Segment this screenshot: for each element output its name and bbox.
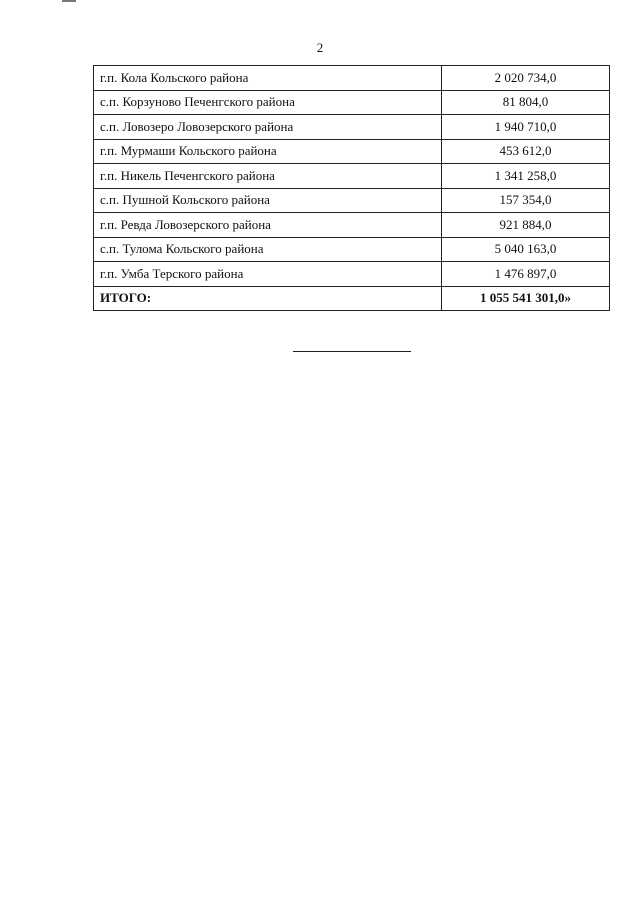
row-value: 1 476 897,0 <box>442 262 610 287</box>
table-row <box>94 115 610 140</box>
row-value: 1 940 710,0 <box>442 115 610 140</box>
table-row <box>94 213 610 238</box>
table-row <box>94 237 610 262</box>
end-of-document-rule <box>293 351 411 352</box>
table-row <box>94 188 610 213</box>
row-name: г.п. Умба Терского района <box>94 262 442 287</box>
row-value: 157 354,0 <box>442 188 610 213</box>
row-value: 453 612,0 <box>442 139 610 164</box>
budget-table <box>93 65 610 311</box>
table-row <box>94 139 610 164</box>
total-value: 1 055 541 301,0» <box>442 286 610 311</box>
row-name: с.п. Пушной Кольского района <box>94 188 442 213</box>
table-row <box>94 90 610 115</box>
row-name: с.п. Корзуново Печенгского района <box>94 90 442 115</box>
row-name: г.п. Никель Печенгского района <box>94 164 442 189</box>
table-row <box>94 66 610 91</box>
row-value: 2 020 734,0 <box>442 66 610 91</box>
total-row <box>94 286 610 311</box>
page-number: 2 <box>316 40 324 55</box>
row-name: г.п. Мурмаши Кольского района <box>94 139 442 164</box>
scan-mark <box>62 0 76 2</box>
table-row <box>94 262 610 287</box>
row-value: 1 341 258,0 <box>442 164 610 189</box>
row-value: 81 804,0 <box>442 90 610 115</box>
row-value: 5 040 163,0 <box>442 237 610 262</box>
row-name: г.п. Кола Кольского района <box>94 66 442 91</box>
row-name: г.п. Ревда Ловозерского района <box>94 213 442 238</box>
row-value: 921 884,0 <box>442 213 610 238</box>
row-name: с.п. Ловозеро Ловозерского района <box>94 115 442 140</box>
table-row <box>94 164 610 189</box>
row-name: с.п. Тулома Кольского района <box>94 237 442 262</box>
total-label: ИТОГО: <box>94 286 442 311</box>
